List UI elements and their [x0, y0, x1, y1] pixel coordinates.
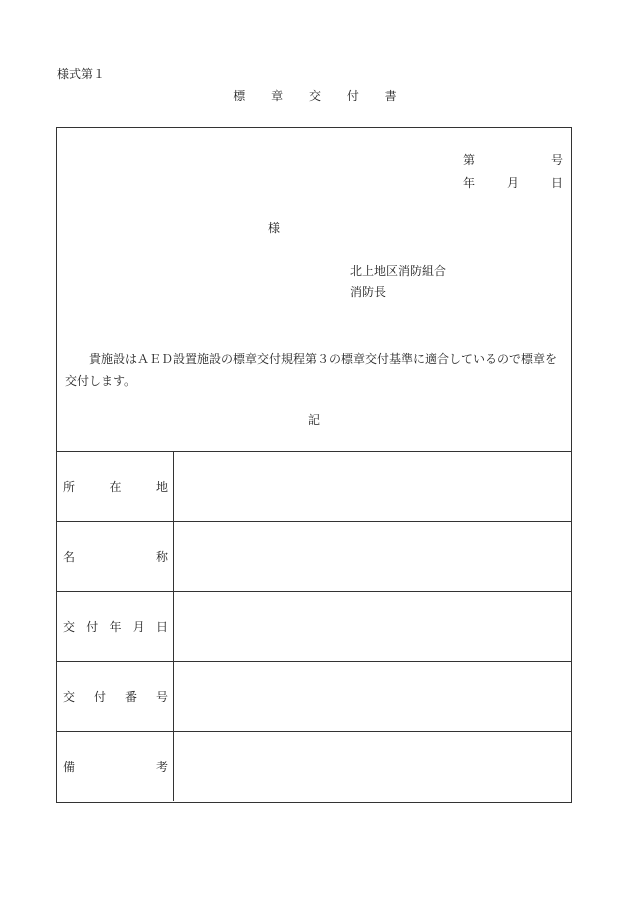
label-char: 付: [86, 619, 99, 634]
table-row-name: [57, 521, 571, 591]
year-label: 年: [463, 176, 476, 190]
row-label-name: [57, 522, 174, 591]
label-char: 考: [155, 759, 168, 774]
certificate-body-text: 貴施設はＡＥＤ設置施設の標章交付規程第３の標章交付基準に適合しているので標章を交付します。: [65, 352, 558, 388]
table-row-issue-number: [57, 661, 571, 731]
title-char: 章: [271, 89, 284, 103]
issuer-organization: 北上地区消防組合: [350, 264, 447, 278]
row-label-remarks: [57, 732, 174, 801]
label-char: 交: [63, 619, 76, 634]
label-char: 月: [132, 619, 145, 634]
certificate-frame: [56, 127, 572, 803]
label-char: 号: [155, 689, 168, 704]
label-char: 所: [63, 479, 76, 494]
label-char: 名: [63, 549, 76, 564]
issuer-title: 消防長: [350, 285, 387, 299]
row-label-location: [57, 452, 174, 521]
label-char: 在: [109, 479, 122, 494]
label-char: 番: [124, 689, 137, 704]
form-number-label: 様式第１: [57, 67, 106, 81]
remarks-value-field[interactable]: [174, 732, 571, 801]
issue-number-value-field[interactable]: [174, 662, 571, 731]
title-char: 標: [233, 89, 246, 103]
name-value-field[interactable]: [174, 522, 571, 591]
table-row-issue-date: [57, 591, 571, 661]
table-row-location: [57, 451, 571, 521]
label-char: 日: [155, 619, 168, 634]
details-table: [57, 451, 571, 801]
number-suffix: 号: [550, 153, 563, 167]
issue-date-value-field[interactable]: [174, 592, 571, 661]
title-char: 交: [308, 89, 321, 103]
number-prefix: 第: [463, 153, 476, 167]
table-row-remarks: [57, 731, 571, 801]
label-char: 年: [109, 619, 122, 634]
month-label: 月: [506, 176, 519, 190]
label-char: 付: [93, 689, 106, 704]
issue-date-line: [463, 177, 563, 189]
label-char: 交: [63, 689, 76, 704]
row-label-issue-number: [57, 662, 174, 731]
location-value-field[interactable]: [174, 452, 571, 521]
row-label-issue-date: [57, 592, 174, 661]
document-number-line: [463, 154, 563, 166]
label-char: 称: [155, 549, 168, 564]
label-char: 備: [63, 759, 76, 774]
label-char: 地: [155, 479, 168, 494]
note-mark: 記: [307, 413, 320, 427]
title-char: 書: [384, 89, 397, 103]
day-label: 日: [550, 176, 563, 190]
title-char: 付: [346, 89, 359, 103]
document-title: [0, 90, 630, 102]
recipient-honorific: 様: [268, 221, 281, 235]
